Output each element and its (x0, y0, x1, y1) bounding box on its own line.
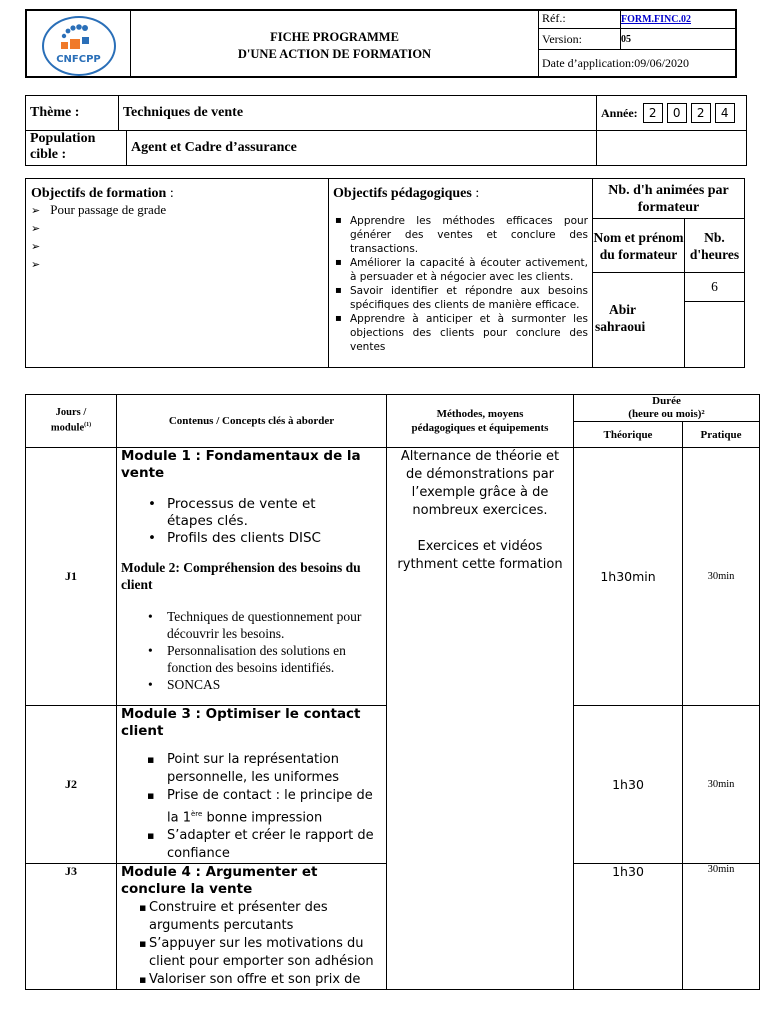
trainer-name (593, 273, 685, 368)
training-objective-item (31, 237, 323, 255)
pedagogic-objective-item: ▪ Apprendre à anticiper et à surmonter les objections des clients pour conclure des ventes (333, 312, 588, 354)
module-items (121, 496, 383, 547)
days-column-header (26, 395, 117, 448)
methods-header-line-2: pédagogiques et équipements (411, 422, 549, 434)
list-item: • SONCAS (121, 676, 383, 693)
document-header (25, 9, 737, 77)
training-objective-item: ➢ Pour passage de grade (31, 201, 323, 219)
module-items (121, 751, 383, 863)
module-title: Module 4 : Argumenter et conclure la vente (121, 864, 318, 898)
ref-label: Réf.: (539, 10, 621, 29)
theory-duration: 1h30 (574, 864, 683, 990)
training-objective-item (31, 219, 323, 237)
list-item: ▪ Valoriser son offre et son prix de (121, 971, 383, 989)
day-label: J3 (26, 864, 117, 990)
contents-cell (117, 448, 387, 706)
methods-column-header (387, 395, 574, 448)
year-digit-1: 2 (643, 103, 663, 123)
year-digit-2: 0 (667, 103, 687, 123)
pedagogic-objective-item: ▪ Savoir identifier et répondre aux besoins spécifiques des clients de manière efficace. (333, 284, 588, 312)
practice-column-header: Pratique (683, 422, 760, 448)
hours-value: 6 (685, 273, 744, 302)
list-item: ▪ Prise de contact : le principe de la 1ère bonne impression (121, 787, 383, 827)
training-objectives-list (31, 201, 323, 273)
year-cell (597, 96, 747, 131)
contents-cell (117, 864, 387, 990)
list-item: ▪ S’appuyer sur les motivations du client pour emporter son adhésion (121, 935, 383, 971)
trainer-name-header: Nom et prénom du formateur (593, 219, 685, 273)
date-value: 09/06/2020 (634, 55, 689, 70)
trainer-first-name: Abir (609, 302, 636, 317)
theory-duration: 1h30min (574, 448, 683, 706)
population-empty-cell (597, 131, 747, 166)
practice-duration: 30min (683, 864, 760, 990)
pedagogic-objectives-cell (329, 179, 593, 368)
day-label: J1 (26, 448, 117, 706)
theme-section (25, 95, 747, 166)
theme-value: Techniques de vente (119, 96, 597, 131)
methods-text-1: Alternance de théorie et de démonstrations par l’exemple grâce à de nombreux exercices. (400, 449, 560, 518)
practice-duration: 30min (683, 448, 760, 706)
hours-cell (685, 273, 745, 368)
list-item: • Profils des clients DISC (121, 530, 383, 547)
days-header-line-2: module$^{(1)}$ (50, 422, 92, 434)
table-row (26, 448, 760, 706)
module-items (121, 608, 383, 693)
day-label: J2 (26, 706, 117, 864)
training-objectives-heading: Objectifs de formation : (31, 186, 174, 201)
population-label (26, 131, 127, 166)
duration-header-line-1: Durée (652, 395, 681, 407)
hours-header: Nb. d'heures (685, 219, 745, 273)
theory-column-header: Théorique (574, 422, 683, 448)
program-section (25, 394, 760, 988)
date-cell (539, 50, 737, 78)
list-item: • Processus de vente et étapes clés. (121, 496, 383, 530)
population-label-line-2: cible : (30, 147, 67, 162)
list-item: ▪ S’adapter et créer le rapport de confiance (121, 827, 383, 863)
methods-text-2: Exercices et vidéos rythment cette formation (397, 539, 563, 572)
year-digit-3: 2 (691, 103, 711, 123)
contents-column-header: Contenus / Concepts clés à aborder (117, 395, 387, 448)
duration-header-line-2: (heure ou mois)² (628, 408, 705, 420)
year-digit-4: 4 (715, 103, 735, 123)
pedagogic-objective-item: ▪ Améliorer la capacité à écouter activement, à persuader et à négocier avec les clients. (333, 256, 588, 284)
practice-duration: 30min (683, 706, 760, 864)
pedagogic-objectives-list (333, 214, 588, 354)
theme-label: Thème : (26, 96, 119, 131)
module-title: Module 3 : Optimiser le contact client (121, 706, 361, 739)
days-header-line-1: Jours / (55, 407, 87, 419)
objectives-section (25, 178, 745, 368)
module-title: Module 1 : Fondamentaux de la vente (121, 448, 361, 481)
document-title (131, 10, 539, 77)
theory-duration: 1h30 (574, 706, 683, 864)
module-title: Module 2: Compréhension des besoins du client (121, 560, 361, 592)
logo-text: CNFCPP (56, 54, 101, 65)
title-line-2: D'UNE ACTION DE FORMATION (237, 46, 432, 61)
date-label: Date d’application: (542, 55, 635, 70)
contents-cell (117, 706, 387, 864)
pedagogic-objectives-heading: Objectifs pédagogiques : (333, 186, 480, 201)
methods-cell (387, 448, 574, 990)
trainer-last-name: sahraoui (595, 319, 646, 334)
logo-cell (26, 10, 131, 77)
title-line-1: FICHE PROGRAMME (270, 29, 399, 44)
list-item: • Techniques de questionnement pour découvrir les besoins. (121, 608, 383, 642)
training-objectives-cell (26, 179, 329, 368)
cnfcpp-logo (42, 16, 116, 76)
population-value: Agent et Cadre d’assurance (127, 131, 597, 166)
list-item: ▪ Construire et présenter des arguments percutants (121, 899, 383, 935)
methods-header-line-1: Méthodes, moyens (436, 408, 524, 420)
ref-link[interactable]: FORM.FINC.02 (621, 14, 691, 25)
year-label: Année: (601, 106, 638, 120)
ref-cell (621, 10, 737, 29)
version-value: 05 (621, 29, 737, 50)
trainer-hours-header: Nb. d'h animées par formateur (593, 179, 745, 219)
list-item: ▪ Point sur la représentation personnelle, les uniformes (121, 751, 383, 787)
pedagogic-objective-item: ▪ Apprendre les méthodes efficaces pour générer des ventes et conclure des transactions. (333, 214, 588, 256)
version-label: Version: (539, 29, 621, 50)
module-items (121, 899, 383, 989)
population-label-line-1: Population (30, 131, 96, 146)
list-item: • Personnalisation des solutions en fonction des besoins identifiés. (121, 642, 383, 676)
duration-column-header (574, 395, 760, 422)
training-objective-item (31, 255, 323, 273)
